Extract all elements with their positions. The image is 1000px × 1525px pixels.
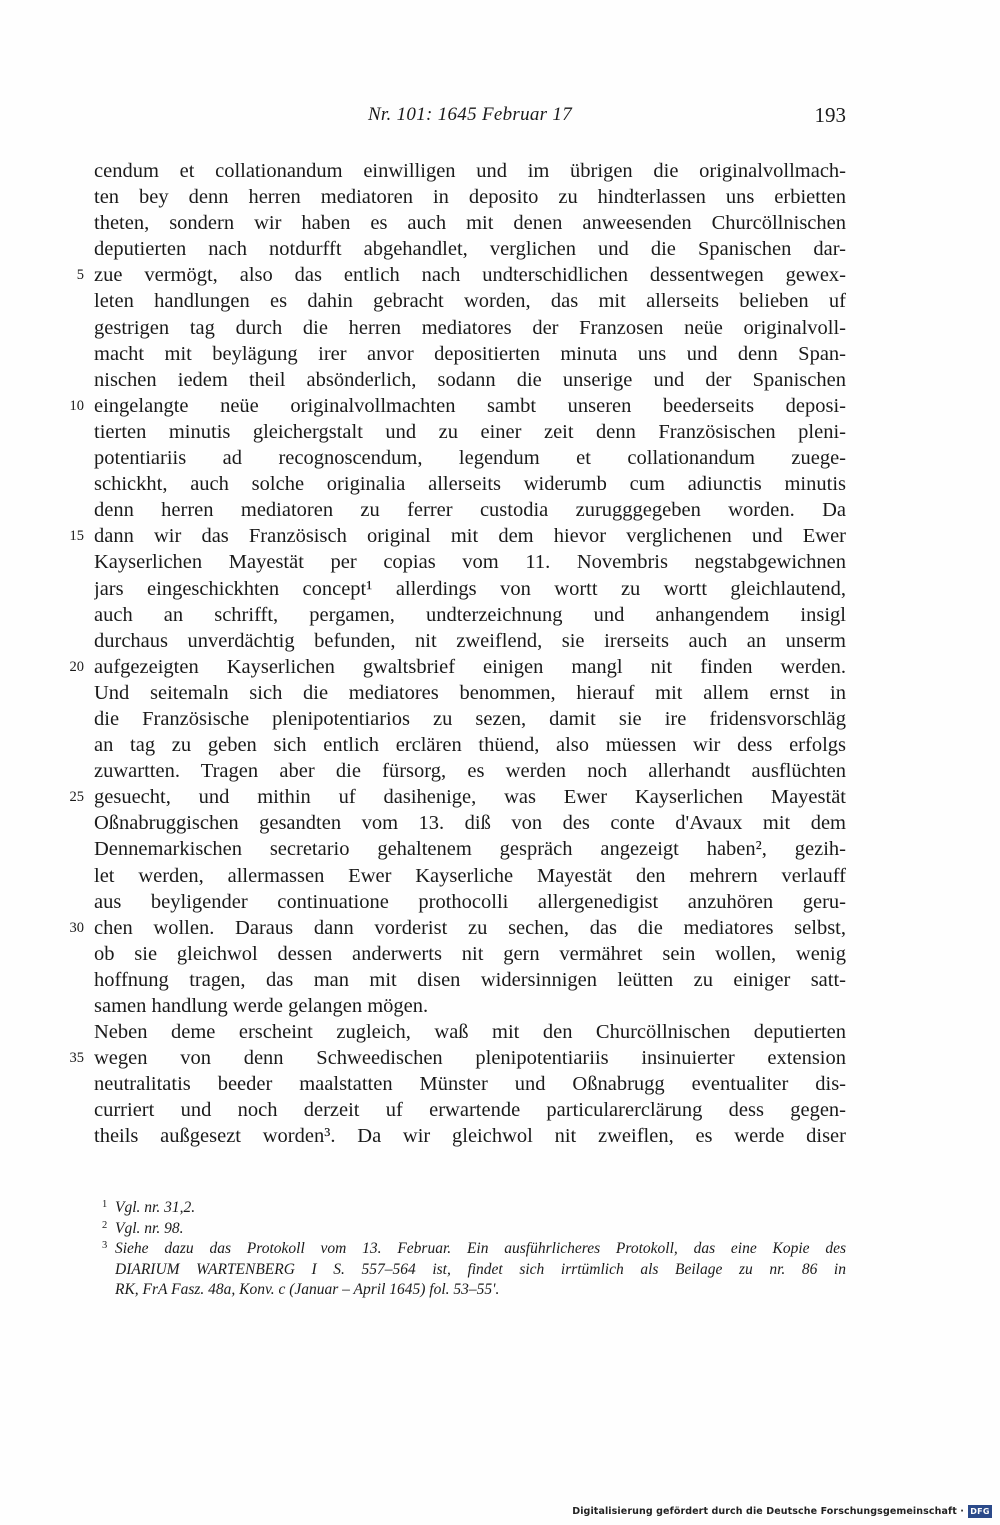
text-line <box>69 784 846 810</box>
text-line <box>94 836 846 862</box>
line-text: ten bey denn herren mediatoren in deposito zu hindterlassen uns erbietten <box>94 186 846 209</box>
line-text: auch an schrifft, pergamen, undterzeichnung und anhangendem insigl <box>94 603 846 626</box>
line-text: theten, sondern wir haben es auch mit denen anweesenden Churcöllnischen <box>94 212 846 235</box>
line-text: neutralitatis beeder maalstatten Münster und Oßnabrugg eventualiter dis- <box>94 1073 846 1096</box>
line-text: dann wir das Französisch original mit dem hievor verglichenen und Ewer <box>94 525 846 548</box>
text-line <box>94 236 846 262</box>
text-line <box>94 445 846 471</box>
line-text: Kayserlichen Mayestät per copias vom 11. Novembris negstabgewichnen <box>94 551 846 574</box>
body-text <box>69 158 846 1150</box>
text-line <box>94 158 846 184</box>
footnote-text: DIARIUM WARTENBERG I S. 557–564 ist, findet sich irrtümlich als Beilage zu nr. 86 in <box>115 1260 846 1278</box>
text-line <box>94 367 846 393</box>
line-number: 30 <box>69 919 84 936</box>
line-text: aus beyligender continuatione prothocolli allergenedigist anzuhören geru- <box>94 890 846 913</box>
line-text: durchaus unverdächtig befunden, nit zweiflend, sie irerseits auch an unserm <box>94 629 846 652</box>
line-text: potentiariis ad recognoscendum, legendum et collationandum zuege- <box>94 447 846 470</box>
footnote <box>102 1239 846 1301</box>
line-text: wegen von denn Schweedischen plenipotentiariis insinuierter extension <box>94 1047 846 1070</box>
text-line <box>94 810 846 836</box>
line-number: 15 <box>69 528 84 545</box>
line-text: zuwartten. Tragen aber die fürsorg, es werden noch allerhandt ausflüchten <box>94 760 846 783</box>
text-line <box>94 863 846 889</box>
line-text: eingelangte neüe originalvollmachten sambt unseren beederseits deposi- <box>94 394 846 417</box>
dfg-logo: DFG <box>968 1505 992 1518</box>
line-number: 5 <box>76 267 84 284</box>
line-text: let werden, allermassen Ewer Kayserliche Mayestät den mehrern verlauff <box>94 864 846 887</box>
line-text: an tag zu geben sich entlich erclären thüend, also müessen wir dess erfolgs <box>94 734 846 757</box>
text-line <box>94 758 846 784</box>
running-title: Nr. 101: 1645 Februar 17 <box>367 104 573 125</box>
line-number: 35 <box>69 1050 84 1067</box>
line-text: curriert und noch derzeit uf erwartende particularerclärung dess gegen- <box>94 1099 846 1122</box>
footnotes <box>102 1198 846 1301</box>
text-line <box>94 628 846 654</box>
text-line <box>94 1019 846 1045</box>
text-line <box>94 680 846 706</box>
footnote-text: RK, FrA Fasz. 48a, Konv. c (Januar – April 1645) fol. 53–55'. <box>115 1281 500 1298</box>
line-text: theils außgesezt worden³. Da wir gleichwol nit zweiflen, es werde diser <box>94 1125 846 1148</box>
text-line <box>94 419 846 445</box>
line-text: die Französische plenipotentiarios zu sezen, damit sie ire fridensvorschläg <box>94 707 846 730</box>
line-text: deputierten nach notdurfft abgehandlet, verglichen und die Spanischen dar- <box>94 238 846 261</box>
line-text: cendum et collationandum einwilligen und im übrigen die originalvollmach- <box>94 160 846 182</box>
digitization-note: Digitalisierung gefördert durch die Deutsche Forschungsgemeinschaft · <box>572 1506 964 1517</box>
text-line <box>94 941 846 967</box>
footnote-mark: 3 <box>102 1240 108 1251</box>
footnote-text: Vgl. nr. 31,2. <box>115 1199 196 1216</box>
text-line <box>69 393 846 419</box>
line-text: chen wollen. Daraus dann vorderist zu sechen, das die mediatores selbst, <box>94 916 846 939</box>
text-line <box>69 1045 846 1071</box>
line-text: Dennemarkischen secretario gehaltenem gespräch angezeigt haben², gezih- <box>94 838 846 861</box>
line-text: gestrigen tag durch die herren mediatores der Franzosen neüe originalvoll- <box>94 316 846 339</box>
line-text: Oßnabruggischen gesandten vom 13. diß von des conte d'Avaux mit dem <box>94 812 846 835</box>
text-line <box>94 602 846 628</box>
line-text: samen handlung werde gelangen mögen. <box>94 995 429 1017</box>
line-text: leten handlungen es dahin gebracht worden, das mit allerseits belieben uf <box>94 290 846 313</box>
text-line <box>94 497 846 523</box>
text-line <box>94 889 846 915</box>
text-line <box>94 549 846 575</box>
text-line <box>94 184 846 210</box>
text-line <box>94 288 846 314</box>
text-line <box>94 341 846 367</box>
text-line <box>94 1097 846 1123</box>
line-text: schickht, auch solche originalia allerseits widerumb cum adiunctis minutis <box>94 473 846 496</box>
text-line <box>94 967 846 993</box>
text-line <box>69 915 846 941</box>
line-text: macht mit beylägung irer anvor depositierten minuta uns und denn Span- <box>94 342 846 365</box>
line-number: 25 <box>69 789 84 806</box>
text-line <box>94 993 846 1019</box>
line-number: 10 <box>69 397 84 414</box>
footnote-text: Siehe dazu das Protokoll vom 13. Februar. Ein ausführlicheres Protokoll, das eine Kopie des <box>115 1240 846 1257</box>
line-text: ob sie gleichwol dessen anderwerts nit gern vermähret sein wollen, wenig <box>94 942 846 965</box>
line-text: Und seitemaln sich die mediatores benommen, hierauf mit allem ernst in <box>94 681 846 704</box>
footnote <box>102 1198 846 1219</box>
line-number: 20 <box>69 658 84 675</box>
text-line <box>76 262 846 288</box>
line-text: gesuecht, und mithin uf dasihenige, was Ewer Kayserlichen Mayestät <box>94 786 846 809</box>
text-line <box>69 523 846 549</box>
line-text: aufgezeigten Kayserlichen gwaltsbrief einigen mangl nit finden werden. <box>94 655 846 678</box>
line-text: nischen iedem theil absönderlich, sodann die unserige und der Spanischen <box>94 368 846 391</box>
text-line <box>94 576 846 602</box>
text-line <box>94 471 846 497</box>
footnote <box>102 1219 846 1240</box>
footnote-mark: 1 <box>102 1199 108 1210</box>
line-text: jars eingeschickhten concept¹ allerdings von wortt zu wortt gleichlautend, <box>94 577 846 600</box>
line-text: tierten minutis gleichergstalt und zu einer zeit denn Französischen pleni- <box>94 420 846 443</box>
running-head <box>94 100 846 130</box>
text-line <box>94 1123 846 1149</box>
line-text: Neben deme erscheint zugleich, waß mit den Churcöllnischen deputierten <box>94 1021 846 1044</box>
line-text: hoffnung tragen, das man mit disen widersinnigen leütten zu einiger satt- <box>94 968 846 991</box>
text-line <box>94 210 846 236</box>
line-text: denn herren mediatoren zu ferrer custodia zurugggegeben worden. Da <box>94 499 846 522</box>
line-text: zue vermögt, also das entlich nach undterschidlichen dessentwegen gewex- <box>94 264 846 287</box>
footnote-mark: 2 <box>102 1219 108 1231</box>
text-line <box>94 1071 846 1097</box>
text-line <box>69 654 846 680</box>
footnote-text: Vgl. nr. 98. <box>115 1219 184 1237</box>
page-number: 193 <box>814 103 846 127</box>
text-line <box>94 732 846 758</box>
text-line <box>94 706 846 732</box>
text-line <box>94 315 846 341</box>
